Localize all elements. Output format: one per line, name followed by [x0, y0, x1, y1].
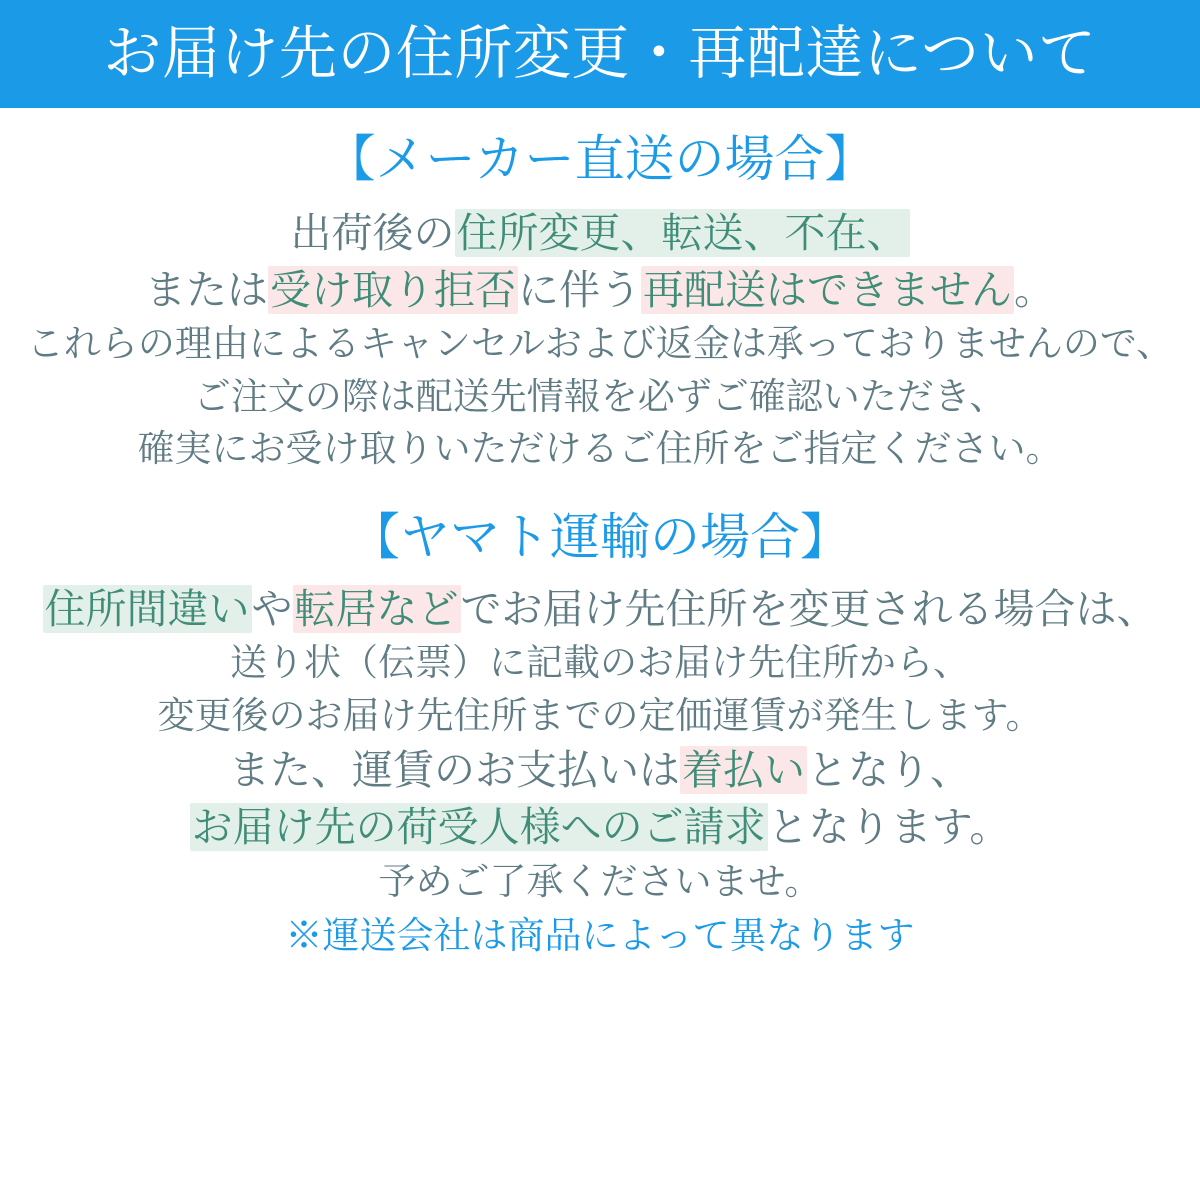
- yamato-line-5-part-2: となります。: [767, 803, 1011, 850]
- footer-note: ※運送会社は商品によって異なります: [285, 915, 915, 957]
- yamato-line-2: 送り状（伝票）に記載のお届け先住所から、: [230, 642, 970, 684]
- maker-line-5: 確実にお受け取りいただけるご住所をご指定ください。: [137, 428, 1063, 470]
- yamato-line-1-part-4: でお届け先住所を変更される場合は、: [460, 585, 1158, 632]
- maker-line-1-part-1: 出荷後の: [290, 210, 455, 256]
- yamato-line-3: 変更後のお届け先住所までの定価運賃が発生します。: [157, 694, 1043, 736]
- yamato-line-4-part-1: また、運賃のお支払いは: [229, 747, 680, 794]
- yamato-line-4-part-2: 着払い: [682, 747, 805, 794]
- maker-line-2-part-1: または: [145, 266, 268, 313]
- yamato-line-6: 予めご了承くださいませ。: [378, 860, 822, 902]
- notice-content: [0, 132, 1200, 961]
- yamato-line-5: [14, 799, 1186, 856]
- yamato-line-1-part-3: 転居など: [294, 585, 459, 632]
- maker-line-1: [14, 205, 1186, 262]
- yamato-line-4: [14, 742, 1186, 799]
- maker-line-2: [14, 262, 1186, 319]
- maker-paragraph: [14, 205, 1186, 476]
- section-heading-maker: 【メーカー直送の場合】: [325, 131, 875, 187]
- yamato-paragraph: [14, 581, 1186, 908]
- page-header: [0, 0, 1200, 108]
- maker-line-2-part-5: 。: [1014, 266, 1055, 313]
- page-title: お届け先の住所変更・再配達について: [103, 21, 1097, 86]
- maker-line-2-part-4: 再配送はできません: [643, 266, 1012, 313]
- section-heading-yamato: 【ヤマト運輸の場合】: [350, 508, 850, 565]
- yamato-line-1-part-2: や: [251, 585, 293, 632]
- yamato-line-1: [14, 581, 1186, 638]
- maker-line-1-part-2: 住所変更、転送、不在、: [456, 210, 908, 256]
- maker-line-2-part-2: 受け取り拒否: [270, 266, 516, 313]
- yamato-line-1-part-1: 住所間違い: [44, 585, 250, 632]
- yamato-line-5-part-1: お届け先の荷受人様へのご請求: [191, 803, 766, 850]
- maker-line-4: ご注文の際は配送先情報を必ずご確認いただき、: [193, 375, 1007, 417]
- yamato-line-4-part-3: となり、: [807, 747, 971, 794]
- maker-line-2-part-3: に伴う: [518, 266, 641, 313]
- maker-line-3: これらの理由によるキャンセルおよび返金は承っておりませんので、: [26, 323, 1174, 365]
